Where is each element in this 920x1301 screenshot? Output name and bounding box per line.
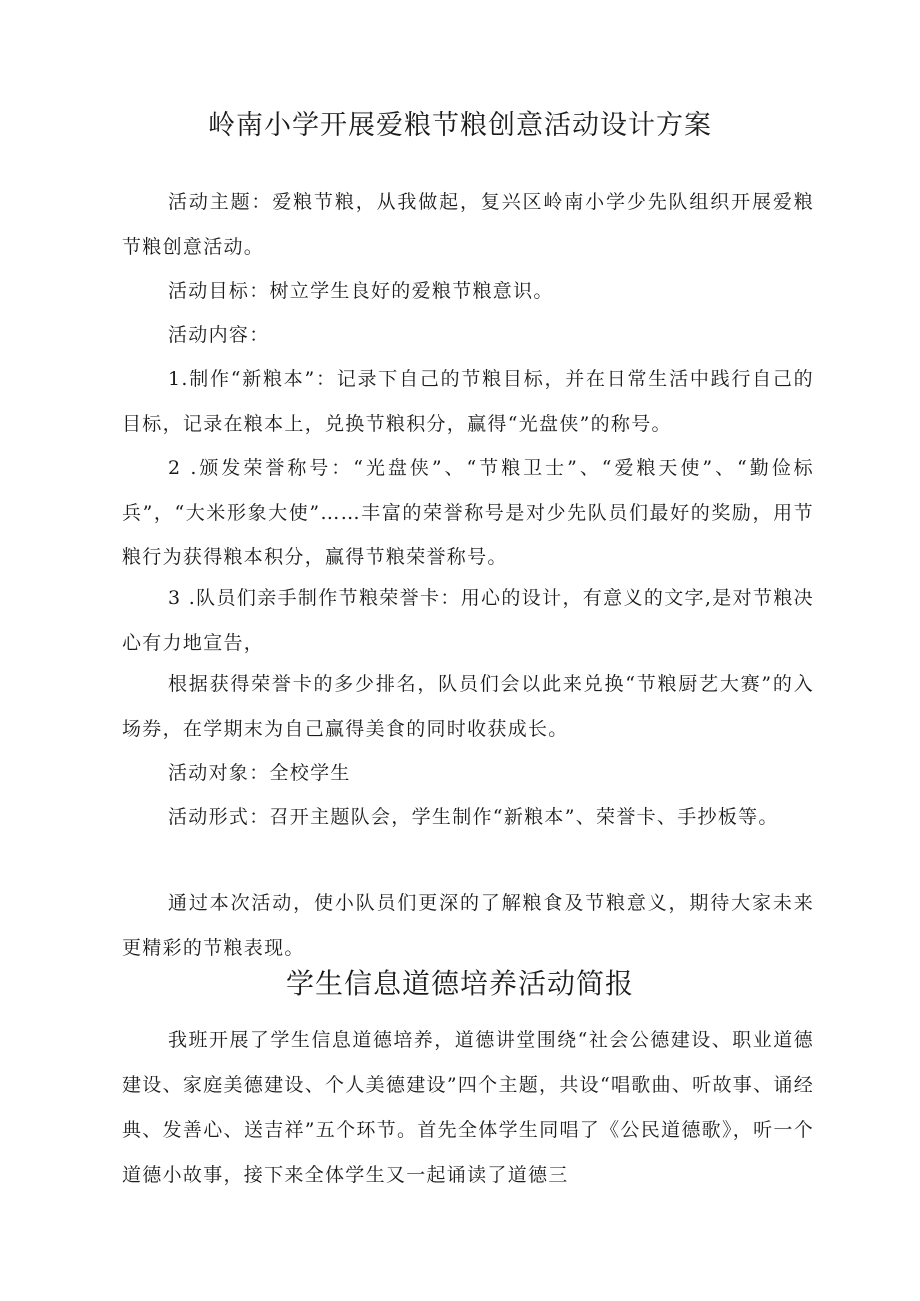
content-item-3-paragraph: 3 .队员们亲手制作节粮荣誉卡：用心的设计，有意义的文字,是对节粮决心有力地宣告，: [122, 587, 814, 654]
activity-plan-title: 岭南小学开展爱粮节粮创意活动设计方案: [208, 110, 712, 141]
briefing-title: 学生信息道德培养活动简报: [285, 967, 634, 1000]
briefing-paragraph: 我班开展了学生信息道德培养，道德讲堂围绕“社会公德建设、职业道德建设、家庭美德建设、个人美德建设”四个主题，共设“唱歌曲、听故事、诵经典、发善心、送吉祥”五个环节。首先全体学生同唱了《公民道德歌》，听一个道德小故事，接下来全体学生又一起诵读了道德三: [122, 1029, 814, 1186]
activity-goal-paragraph: 活动目标：树立学生良好的爱粮节粮意识。: [168, 280, 554, 302]
summary-paragraph: 通过本次活动，使小队员们更深的了解粮食及节粮意义，期待大家未来更精彩的节粮表现。: [122, 892, 814, 959]
activity-content-heading: 活动内容：: [168, 324, 270, 346]
ranking-paragraph: 根据获得荣誉卡的多少排名，队员们会以此来兑换“节粮厨艺大赛”的入场券，在学期末为自己赢得美食的同时收获成长。: [122, 673, 814, 740]
activity-form-paragraph: 活动形式：召开主题队会，学生制作“新粮本”、荣誉卡、手抄板等。: [168, 806, 779, 828]
activity-theme-paragraph: 活动主题：爱粮节粮，从我做起，复兴区岭南小学少先队组织开展爱粮节粮创意活动。: [122, 191, 814, 258]
content-item-1-paragraph: 1.制作“新粮本”：记录下自己的节粮目标，并在日常生活中践行自己的目标，记录在粮本上，兑换节粮积分，赢得“光盘侠”的称号。: [122, 368, 814, 435]
activity-target-paragraph: 活动对象：全校学生: [168, 762, 351, 784]
content-item-2-paragraph: 2 .颁发荣誉称号：“光盘侠”、“节粮卫士”、“爱粮天使”、“勤俭标兵”，“大米形象大使”……丰富的荣誉称号是对少先队员们最好的奖励，用节粮行为获得粮本积分，赢得节粮荣誉称号。: [122, 457, 814, 568]
